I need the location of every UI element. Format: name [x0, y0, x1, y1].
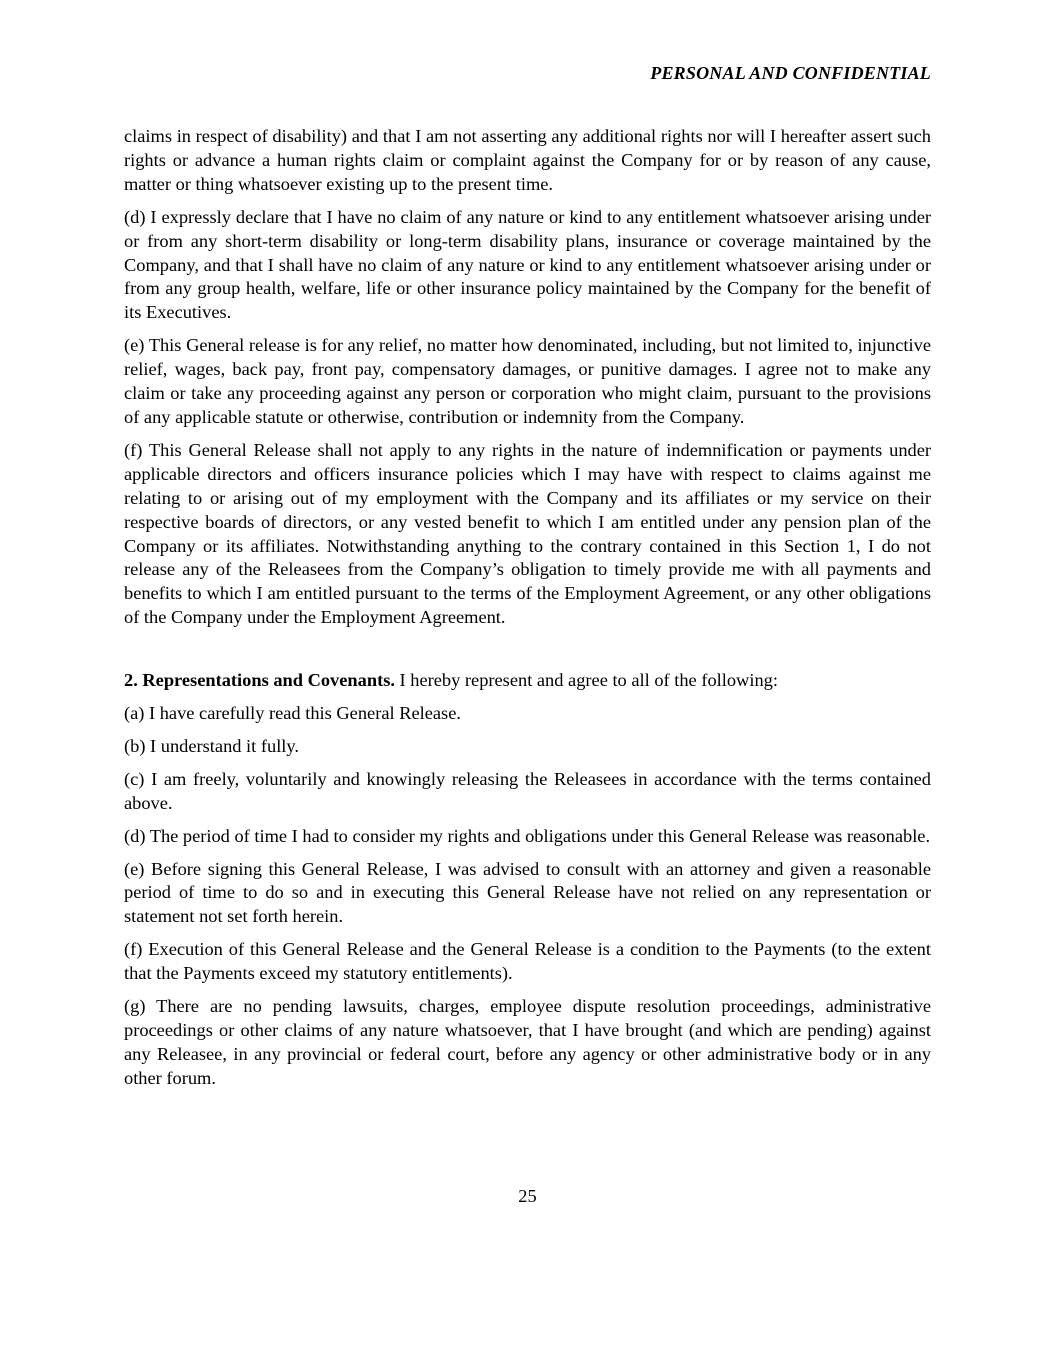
paragraph-1e: (e) This General release is for any relief, no matter how denominated, including, but not limited to, injunctive relief, wages, back pay, front pay, compensatory damages, or punitive damages. I agree not to make any claim or take any proceeding against any person or corporation who might claim, pursuant to the provisions of any applicable statute or otherwise, contribution or indemnity from the Company. [124, 335, 931, 427]
page-number: 25 [518, 1186, 537, 1206]
section-2-heading: 2. Representations and Covenants. [124, 670, 395, 691]
confidential-header: PERSONAL AND CONFIDENTIAL [650, 63, 931, 83]
paragraph-1d: (d) I expressly declare that I have no claim of any nature or kind to any entitlement whatsoever arising under or from any short-term disability or long-term disability plans, insurance or coverage maintained by the Company, and that I shall have no claim of any nature or kind to any entitlement whatsoever arising under or from any group health, welfare, life or other insurance policy maintained by the Company for the benefit of its Executives. [124, 206, 931, 323]
document-body [124, 125, 931, 1100]
section-2-heading-line [124, 669, 931, 693]
item-2c: (c) I am freely, voluntarily and knowingly releasing the Releasees in accordance with the terms contained above. [124, 768, 931, 813]
item-2e: (e) Before signing this General Release, I was advised to consult with an attorney and given a reasonable period of time to do so and in executing this General Release have not relied on any representation or statement not set forth herein. [124, 858, 931, 927]
document-page [124, 0, 931, 1365]
item-2f: (f) Execution of this General Release and the General Release is a condition to the Payments (to the extent that the Payments exceed my statutory entitlements). [124, 939, 931, 984]
item-2b: (b) I understand it fully. [124, 735, 300, 756]
item-2g: (g) There are no pending lawsuits, charges, employee dispute resolution proceedings, administrative proceedings or other claims of any nature whatsoever, that I have brought (and which are pending) against any Releasee, in any provincial or federal court, before any agency or other administrative body or in any other forum. [124, 996, 931, 1088]
paragraph-continuation: claims in respect of disability) and that I am not asserting any additional rights nor will I hereafter assert such rights or advance a human rights claim or complaint against the Company for or by reason of any cause, matter or thing whatsoever existing up to the present time. [124, 126, 931, 194]
item-2a: (a) I have carefully read this General Release. [124, 703, 461, 724]
section-2-intro: I hereby represent and agree to all of the following: [394, 670, 778, 691]
section-spacer [124, 639, 931, 669]
paragraph-1f: (f) This General Release shall not apply to any rights in the nature of indemnification or payments under applicable directors and officers insurance policies which I may have with respect to claims against me relating to or arising out of my employment with the Company and its affiliates or my service on their respective boards of directors, or any vested benefit to which I am entitled under any pension plan of the Company or its affiliates. Notwithstanding anything to the contrary contained in this Section 1, I do not release any of the Releasees from the Company’s obligation to timely provide me with all payments and benefits to which I am entitled pursuant to the terms of the Employment Agreement, or any other obligations of the Company under the Employment Agreement. [124, 439, 931, 628]
item-2d: (d) The period of time I had to consider my rights and obligations under this General Release was reasonable. [124, 825, 931, 846]
